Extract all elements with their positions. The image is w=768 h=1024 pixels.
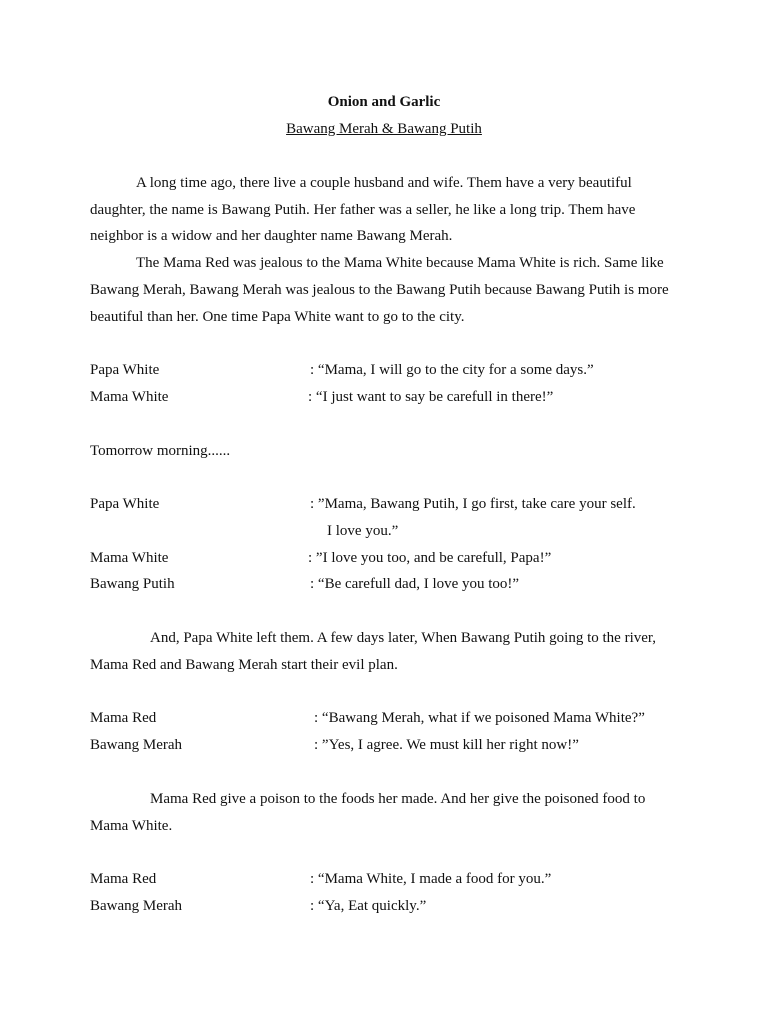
dialogue-line: : “Mama White, I made a food for you.” [310, 871, 552, 887]
dialogue-speaker: Papa White [90, 362, 160, 378]
dialogue-speaker: Bawang Merah [90, 898, 183, 914]
paragraph-line: beautiful than her. One time Papa White want to go to the city. [90, 309, 465, 325]
dialogue-line: : ”I love you too, and be carefull, Papa!” [308, 550, 552, 566]
dialogue-speaker: Mama Red [90, 710, 157, 726]
paragraph-line: daughter, the name is Bawang Putih. Her father was a seller, he like a long trip. Them have [90, 202, 636, 218]
paragraph-line: Mama White. [90, 818, 173, 834]
dialogue-speaker: Mama Red [90, 871, 157, 887]
dialogue-speaker: Bawang Putih [90, 576, 175, 592]
paragraph-line: Bawang Merah, Bawang Merah was jealous to the Bawang Putih because Bawang Putih is more [90, 282, 669, 298]
paragraph-line: neighbor is a widow and her daughter name Bawang Merah. [90, 228, 453, 244]
dialogue-line: : ”Yes, I agree. We must kill her right now!” [314, 737, 579, 753]
paragraph-line: Mama Red give a poison to the foods her made. And her give the poisoned food to [150, 791, 646, 807]
scene-transition: Tomorrow morning...... [90, 443, 231, 459]
dialogue-line: : “Be carefull dad, I love you too!” [310, 576, 520, 592]
dialogue-line: : “Bawang Merah, what if we poisoned Mama White?” [314, 710, 645, 726]
dialogue-line: : “Mama, I will go to the city for a some days.” [310, 362, 594, 378]
paragraph-line: Mama Red and Bawang Merah start their evil plan. [90, 657, 398, 673]
dialogue-speaker: Mama White [90, 389, 169, 405]
dialogue-line-continuation: I love you.” [327, 523, 399, 539]
dialogue-line: : “Ya, Eat quickly.” [310, 898, 427, 914]
dialogue-line: : ”Mama, Bawang Putih, I go first, take care your self. [310, 496, 636, 512]
document-subtitle: Bawang Merah & Bawang Putih [286, 121, 482, 137]
document-title: Onion and Garlic [327, 94, 441, 110]
dialogue-speaker: Papa White [90, 496, 160, 512]
paragraph-line: And, Papa White left them. A few days later, When Bawang Putih going to the river, [150, 630, 657, 646]
paragraph-line: A long time ago, there live a couple husband and wife. Them have a very beautiful [136, 175, 632, 191]
dialogue-speaker: Mama White [90, 550, 169, 566]
dialogue-line: : “I just want to say be carefull in there!” [308, 389, 554, 405]
dialogue-speaker: Bawang Merah [90, 737, 183, 753]
paragraph-line: The Mama Red was jealous to the Mama White because Mama White is rich. Same like [136, 255, 664, 271]
